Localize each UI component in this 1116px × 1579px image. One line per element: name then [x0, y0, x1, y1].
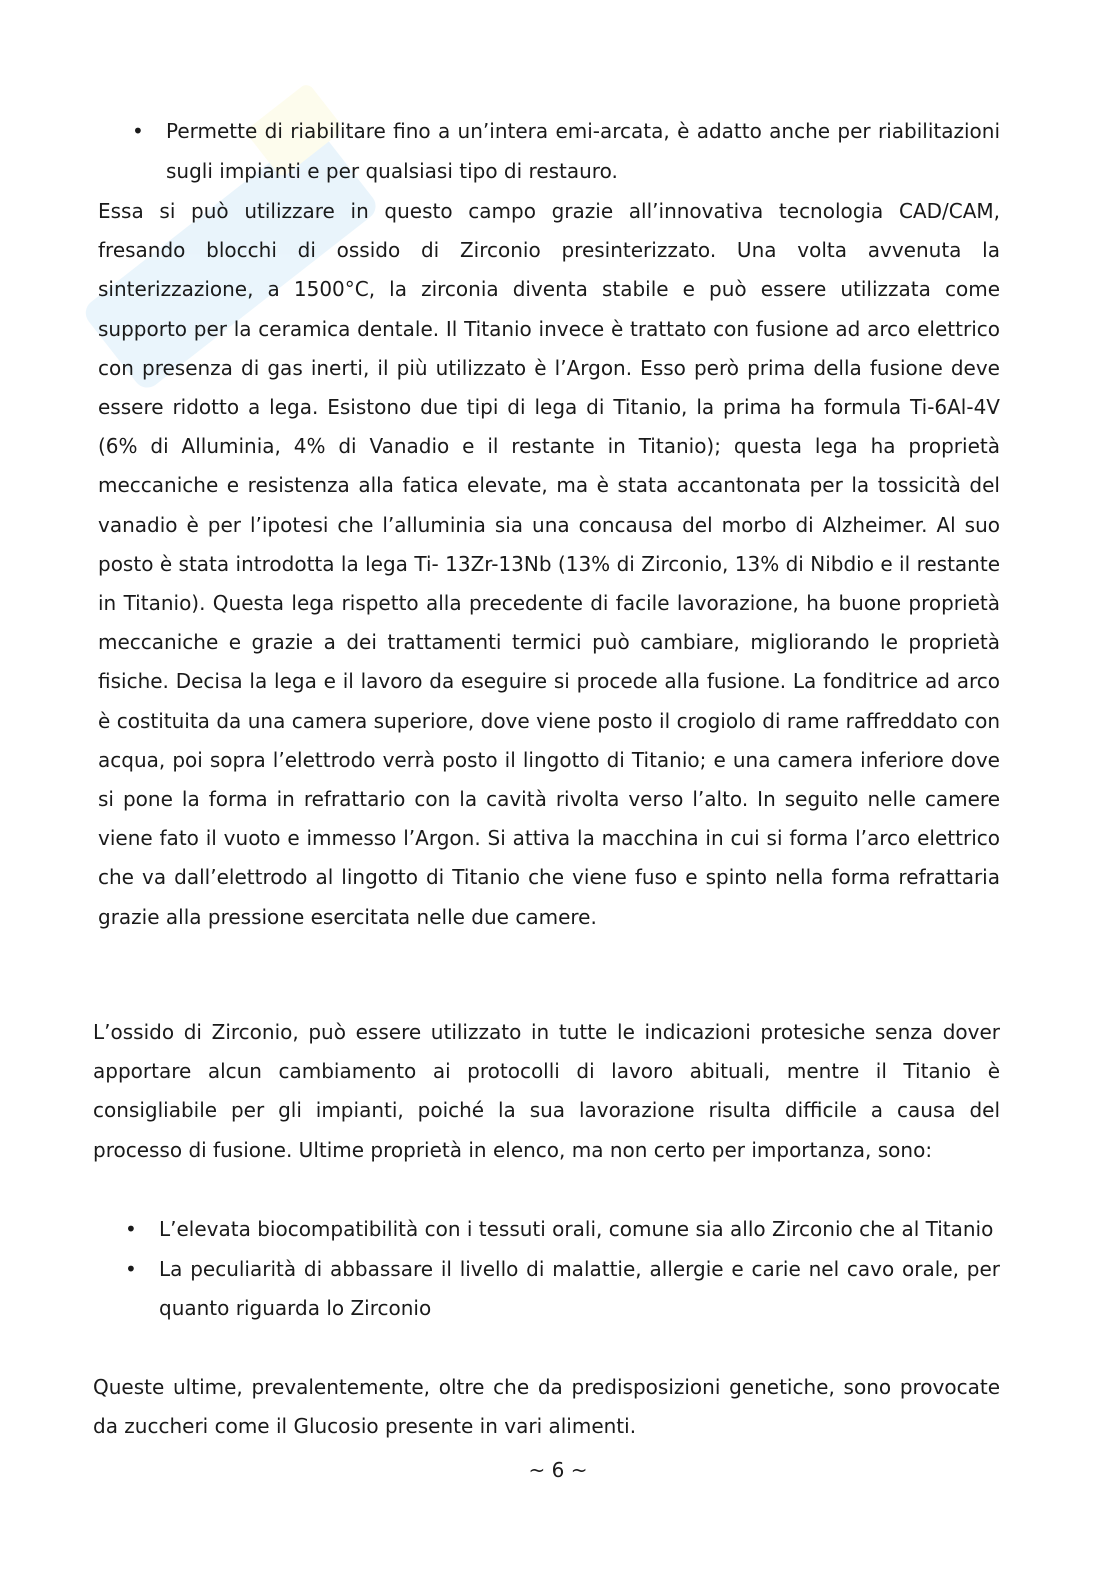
- bullet-icon: •: [125, 1217, 137, 1241]
- list-item-text: Permette di riabilitare fino a un’intera emi-arcata, è adatto anche per riabilitazioni sugli impianti e per qualsiasi tipo di restauro.: [166, 119, 1000, 183]
- bullet-list-top: [132, 112, 1000, 191]
- paragraph-2: L’ossido di Zirconio, può essere utilizzato in tutte le indicazioni protesiche senza dover apportare alcun cambiamento ai protocolli di lavoro abituali, mentre il Titanio è consigliabile per gli impianti, poiché la sua lavorazione risulta difficile a causa del processo di fusione. Ultime proprietà in elenco, ma non certo per importanza, sono:: [93, 1020, 1000, 1162]
- list-item: [125, 1210, 1000, 1250]
- bullet-icon: •: [125, 1256, 137, 1281]
- list-item-text: L’elevata biocompatibilità con i tessuti orali, comune sia allo Zirconio che al Titanio: [159, 1217, 994, 1241]
- bullet-icon: •: [132, 119, 144, 143]
- list-item-text: La peculiarità di abbassare il livello di malattie, allergie e carie nel cavo orale, per quanto riguarda lo Zirconio: [159, 1256, 1000, 1320]
- page-number: ~ 6 ~: [528, 1458, 588, 1482]
- bullet-list-bottom: [125, 1210, 1000, 1329]
- list-item: [132, 112, 1000, 191]
- paragraph-3: Queste ultime, prevalentemente, oltre che da predisposizioni genetiche, sono provocate da zuccheri come il Glucosio presente in vari alimenti.: [93, 1375, 1000, 1439]
- list-item: [125, 1250, 1000, 1329]
- paragraph-1: Essa si può utilizzare in questo campo grazie all’innovativa tecnologia CAD/CAM, fresando blocchi di ossido di Zirconio presinterizzato. Una volta avvenuta la sinterizzazione, a 1500°C, la zirconia diventa stabile e può essere utilizzata come supporto per la ceramica dentale. Il Titanio invece è trattato con fusione ad arco elettrico con presenza di gas inerti, il più utilizzato è l’Argon. Esso però prima della fusione deve essere ridotto a lega. Esistono due tipi di lega di Titanio, la prima ha formula Ti-6Al-4V (6% di Alluminia, 4% di Vanadio e il restante in Titanio); questa lega ha proprietà meccaniche e resistenza alla fatica elevate, ma è stata accantonata per la tossicità del vanadio è per l’ipotesi che l’alluminia sia una concausa del morbo di Alzheimer. Al suo posto è stata introdotta la lega Ti- 13Zr-13Nb (13% di Zirconio, 13% di Nibdio e il restante in Titanio). Questa lega rispetto alla precedente di facile lavorazione, ha buone proprietà meccaniche e grazie a dei trattamenti termici può cambiare, migliorando le proprietà fisiche. Decisa la lega e il lavoro da eseguire si procede alla fusione. La fonditrice ad arco è costituita da una camera superiore, dove viene posto il crogiolo di rame raffreddato con acqua, poi sopra l’elettrodo verrà posto il lingotto di Titanio; e una camera inferiore dove si pone la forma in refrattario con la cavità rivolta verso l’alto. In seguito nelle camere viene fato il vuoto e immesso l’Argon. Si attiva la macchina in cui si forma l’arco elettrico che va dall’elettrodo al lingotto di Titanio che viene fuso e spinto nella forma refrattaria grazie alla pressione esercitata nelle due camere.: [98, 199, 1000, 929]
